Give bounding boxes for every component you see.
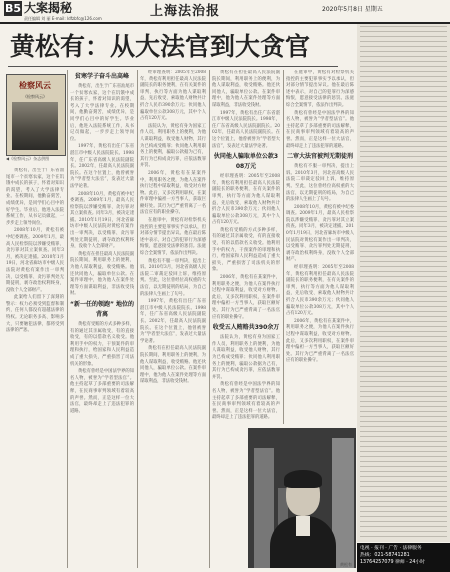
paragraph: 黄松有曾经是中国法学界的知名人物，被誉为“学者型法官”。他主持起草了多部重要的司法解释，在民商事审判领域有着较高的声誉。然而，正是这样一位大法官，最终却走上了违法犯罪的道路。 <box>212 382 280 421</box>
column-divider <box>137 70 138 568</box>
paragraph: 1997年，黄松有出任广东省湛江市中级人民法院院长。1998年，任广东省高级人民法院副院长。2002年，任最高人民法院副院长。在这个位置上，他曾被誉为“学者型大法官”，发表过大量法学论著。 <box>212 110 280 149</box>
paragraph: 黄松有在担任最高人民法院副院长期间，利用职务上的便利，为他人谋取利益，收受贿赂。他还伙同他人，骗取单位公款。在案件审理中，他为他人在案件处理等方面谋取利益，非法收受钱财。 <box>70 251 134 297</box>
editor-contact: 责任编辑 刘 丽 E-mail: ldfzbfc@126.com <box>24 16 102 21</box>
paragraph: 黄松有曾经是中国法学界的知名人物，被誉为“学者型法官”。他主持起草了多部重要的司法解释，在民商事审判领域有着较高的声誉。然而，正是这样一位大法官，最终却走上了违法犯罪的道路。 <box>70 369 134 414</box>
magazine-cover-image <box>12 102 58 150</box>
cover-caption: ◀《检察风云》杂志供图 <box>6 156 50 161</box>
paragraph: 此案给人们留下了深刻的警示：权力必须受到监督和制约，任何人都没有超越法律的特权。无论职务多高、影响多大，只要触犯法律，都将受到法律的严惩。 <box>6 295 64 334</box>
paragraph: 黄松有在担任最高人民法院副院长期间，利用职务上的便利，为他人谋取利益，收受贿赂。他还伙同他人，骗取单位公款。在案件审理中，他为他人在案件处理等方面谋取利益，非法收受钱财。 <box>212 70 280 108</box>
issue-date: 2020年5月8日 星期五 <box>322 6 383 13</box>
portrait-shirt <box>296 516 310 536</box>
paragraph: 经审理查明：2005年至2008年，黄松有利用担任最高人民法院副院长的职务便利，在有关案件的审判、执行等方面为他人谋取利益，先后收受、索取他人财物共计折合人民币390余万元；伙同他人骗取单位公款308万元，其中个人占有120万元。 <box>212 174 280 226</box>
paragraph: 黄松有不服一审判决，提出上诉。2010年3月，河北省高级人民法院二审裁定驳回上诉，维持原判。至此，这位曾经位高权重的大法官，以无期徒刑的结局，为自己的法律人生画上了句号。 <box>140 258 206 297</box>
paragraph: 黄松有不服一审判决，提出上诉。2010年3月，河北省高级人民法院二审裁定驳回上诉，维持原判。至此，这位曾经位高权重的大法官，以无期徒刑的结局，为自己的法律人生画上了句号。 <box>286 164 354 203</box>
article-column-1 <box>6 168 64 568</box>
photo-caption: 黄松有 <box>340 562 352 567</box>
column-divider <box>67 70 68 568</box>
magazine-cover-title: 检察风云 <box>19 81 51 90</box>
headline-rule <box>8 66 338 67</box>
ad-line: 热线：021-58741281 <box>360 553 410 558</box>
paragraph: 黄松有曾经是中国法学界的知名人物，被誉为“学者型法官”。他主持起草了多部重要的司法解释，在民商事审判领域有着较高的声誉。然而，正是这样一位大法官，最终却走上了违法犯罪的道路。 <box>286 110 354 149</box>
article-headline: 黄松有：从大法官到大贪官 <box>10 32 311 61</box>
paragraph: 黄松有受贿的方式多种多样，有的通过其亲属收受，有的直接收受，有的以借款名义收受。他利用手中的权力，干预案件的审理和执行，给国家和人民利益造成了重大损失，严重损害了司法机关的形象。 <box>70 322 134 367</box>
paragraph: 经审理查明：2005年至2008年，黄松有利用担任最高人民法院副院长的职务便利，在有关案件的审判、执行等方面为他人谋取利益，先后收受、索取他人财物共计折合人民币390余万元；伙同他人骗取单位公款308万元，其中个人占有120万元。 <box>286 265 354 317</box>
portrait-hair <box>284 470 322 488</box>
paragraph: 1997年，黄松有出任广东省湛江市中级人民法院院长。1998年，任广东省高级人民法院副院长。2002年，任最高人民法院副院长。在这个位置上，他曾被誉为“学者型大法官”，发表过大量法学论著。 <box>70 144 134 189</box>
paragraph: 法院认为，黄松有身为国家工作人员，利用职务上的便利，为他人谋取利益，收受他人财物，其行为已构成受贿罪；伙同他人利用职务上的便利，骗取公款据为己有，其行为已构成贪污罪，应依法数罪并罚。 <box>212 335 280 380</box>
column-divider <box>283 70 284 424</box>
subhead: 二审大法官被判无期徒刑 <box>286 153 353 161</box>
ad-line: 13764257079 律师 · 24小时 <box>360 560 425 565</box>
subhead: 收受五人贿赂共390余万 <box>212 324 280 332</box>
page-number: B5 <box>4 2 22 15</box>
column-divider <box>209 70 210 568</box>
paragraph: 2008年10月，黄松有被中纪委调查。2009年1月，最高人民检察院以涉嫌受贿罪、贪污罪对其立案侦查。同年3月，被决定逮捕。2010年1月19日，河北省廊坊市中级人民法院对黄松有案作出一审判决，以受贿罪、贪污罪判处无期徒刑，剥夺政治权利终身，没收个人全部财产。 <box>6 228 64 293</box>
section-title: 大案揭秘 <box>24 1 73 15</box>
paragraph: 2008年10月，黄松有被中纪委调查。2009年1月，最高人民检察院以涉嫌受贿罪、贪污罪对其立案侦查。同年3月，被决定逮捕。2010年1月19日，河北省廊坊市中级人民法院对黄松有案作出一审判决，以受贿罪、贪污罪判处无期徒刑，剥夺政治权利终身，没收个人全部财产。 <box>70 191 134 250</box>
paragraph: 黄松有，出生于广东省汕尾市一个贫寒农家，这个在饥饿中成长的孩子，怀着对知识的渴望，考入了大学法律专业。在校期间，他勤奋刻苦，成绩优异，是同学们心目中的好学生。毕业后，他进入法院系统工作，从书记员做起，一步步走上领导岗位。 <box>70 84 134 142</box>
paragraph: 黄松有受贿的方式多种多样，有的通过其亲属收受，有的直接收受，有的以借款名义收受。他利用手中的权力，干预案件的审理和执行，给国家和人民利益造成了重大损失，严重损害了司法机关的形象。 <box>212 227 280 273</box>
paragraph: 黄松有，出生于广东省汕尾市一个贫寒农家，这个在饥饿中成长的孩子，怀着对知识的渴望，考入了大学法律专业。在校期间，他勤奋刻苦，成绩优异，是同学们心目中的好学生。毕业后，他进入法院系统工作，从书记员做起，一步步走上领导岗位。 <box>6 168 64 226</box>
magazine-cover-subtitle: 《检察风云》 <box>23 94 47 99</box>
subhead: 伙同他人骗取单位公款308万元 <box>213 153 279 171</box>
paragraph: 1997年，黄松有出任广东省湛江市中级人民法院院长。1998年，任广东省高级人民法院副院长。2002年，任最高人民法院副院长。在这个位置上，他曾被誉为“学者型大法官”，发表过大量法学论著。 <box>140 299 206 344</box>
ad-line: 电视 · 报刊 · 广告 · 法律服务 <box>360 546 422 551</box>
paragraph: 2006年，黄松有在某案件中，利用职务之便，为他人在案件执行过程中谋取利益，收受对方财物。此后，又多次利用职权，在案件审理中偏袒一方当事人，获取巨额好处。其行为已严重背离了一名法官应有的职业操守。 <box>140 170 206 216</box>
sidebar-text-lines <box>360 26 447 540</box>
sidebar-column <box>357 24 450 542</box>
paragraph: 2006年，黄松有在某案件中，利用职务之便，为他人在案件执行过程中谋取利益，收受对方财物。此后，又多次利用职权，在案件审理中偏袒一方当事人，获取巨额好处。其行为已严重背离了一名法官应有的职业操守。 <box>286 318 354 364</box>
paragraph: 在庭审中，黄松有对检察机关指控的主要犯罪事实予以承认，但对部分情节提出异议。他在最后陈述中表示，对自己的犯罪行为深感悔恨，愿意接受法律的惩罚。法庭综合全案情节，依法作出判决。 <box>286 70 354 108</box>
paragraph: 2008年10月，黄松有被中纪委调查。2009年1月，最高人民检察院以涉嫌受贿罪、贪污罪对其立案侦查。同年3月，被决定逮捕。2010年1月19日，河北省廊坊市中级人民法院对黄松有案作出一审判决，以受贿罪、贪污罪判处无期徒刑，剥夺政治权利终身，没收个人全部财产。 <box>286 204 354 263</box>
subhead: 贫寒学子奋斗出高峰 <box>74 73 129 80</box>
masthead: 上海法治报 <box>150 4 221 19</box>
article-column-3 <box>140 70 206 568</box>
portrait-photo <box>248 428 356 568</box>
subhead: “新一任的领跑” 地位的背离 <box>70 301 134 318</box>
article-column-5 <box>286 70 354 424</box>
article-column-2 <box>70 70 134 568</box>
paragraph: 经审理查明：2005年至2008年，黄松有利用担任最高人民法院副院长的职务便利，在有关案件的审判、执行等方面为他人谋取利益，先后收受、索取他人财物共计折合人民币390余万元；伙同他人骗取单位公款308万元，其中个人占有120万元。 <box>140 70 206 122</box>
paragraph: 在庭审中，黄松有对检察机关指控的主要犯罪事实予以承认，但对部分情节提出异议。他在最后陈述中表示，对自己的犯罪行为深感悔恨，愿意接受法律的惩罚。法庭综合全案情节，依法作出判决。 <box>140 218 206 257</box>
paragraph: 2006年，黄松有在某案件中，利用职务之便，为他人在案件执行过程中谋取利益，收受对方财物。此后，又多次利用职权，在案件审理中偏袒一方当事人，获取巨额好处。其行为已严重背离了一名法官应有的职业操守。 <box>212 275 280 320</box>
paragraph: 法院认为，黄松有身为国家工作人员，利用职务上的便利，为他人谋取利益，收受他人财物，其行为已构成受贿罪；伙同他人利用职务上的便利，骗取公款据为己有，其行为已构成贪污罪，应依法数罪并罚。 <box>140 123 206 169</box>
advertisement-box <box>357 543 450 572</box>
paragraph: 黄松有在担任最高人民法院副院长期间，利用职务上的便利，为他人谋取利益，收受贿赂。他还伙同他人，骗取单位公款。在案件审理中，他为他人在案件处理等方面谋取利益，非法收受钱财。 <box>140 346 206 385</box>
